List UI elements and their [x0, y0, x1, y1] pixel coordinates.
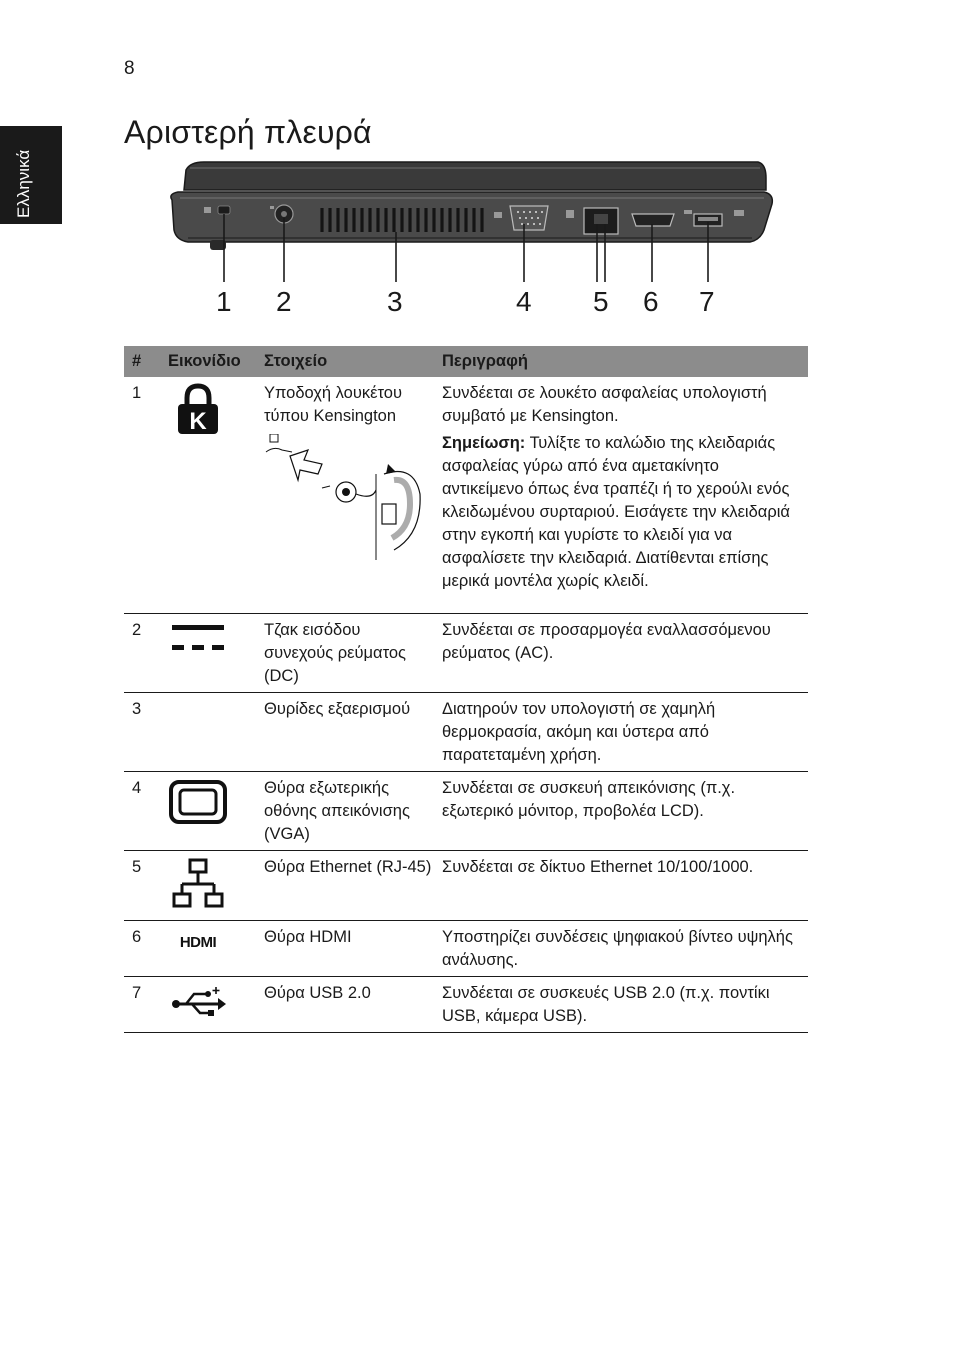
row-num: 7 — [124, 976, 164, 1032]
row-item: Θύρα USB 2.0 — [260, 976, 438, 1032]
row-item: Θυρίδες εξαερισμού — [260, 692, 438, 771]
usb-icon — [168, 984, 228, 1020]
row-desc: Διατηρούν τον υπολογιστή σε χαμηλή θερμοκρασία, ακόμη και ύστερα από παρατεταμένη χρήση. — [438, 692, 808, 771]
page-number: 8 — [124, 58, 135, 79]
row-icon-cell — [164, 920, 260, 976]
row-num: 4 — [124, 771, 164, 850]
row-item: Τζακ εισόδου συνεχούς ρεύματος (DC) — [260, 613, 438, 692]
row-icon-cell — [164, 613, 260, 692]
row-num: 1 — [124, 377, 164, 613]
language-tab — [0, 126, 62, 224]
header-num: # — [124, 346, 164, 377]
row-item: Θύρα εξωτερικής οθόνης απεικόνισης (VGA) — [260, 771, 438, 850]
row-item: Υποδοχή λουκέτου τύπου Kensington — [264, 384, 402, 425]
row-icon-cell — [164, 377, 260, 613]
row-icon-cell — [164, 850, 260, 920]
row-desc: Συνδέεται σε προσαρμογέα εναλλασσόμενου ρεύματος (AC). — [438, 613, 808, 692]
ports-table — [124, 346, 808, 1033]
header-icon: Εικονίδιο — [164, 346, 260, 377]
laptop-left-side-illustration — [160, 158, 780, 328]
row-item: Θύρα HDMI — [260, 920, 438, 976]
lock-installation-illustration — [264, 434, 424, 562]
header-desc: Περιγραφή — [438, 346, 808, 377]
callout-5: 5 — [593, 286, 609, 317]
row-desc: Συνδέεται σε συσκευή απεικόνισης (π.χ. εξωτερικό μόνιτορ, προβολέα LCD). — [438, 771, 808, 850]
table-row — [124, 920, 808, 976]
hdmi-icon — [168, 930, 228, 952]
callout-7: 7 — [699, 286, 715, 317]
table-row — [124, 377, 808, 613]
row-num: 2 — [124, 613, 164, 692]
ventilation-slots — [322, 208, 482, 232]
dc-in-icon — [168, 621, 228, 655]
callout-4: 4 — [516, 286, 532, 317]
note-label: Σημείωση: — [442, 434, 526, 452]
note-text: Τυλίξτε το καλώδιο της κλειδαριάς ασφαλείας γύρω από ένα αμετακίνητο αντικείμενο όπως ένα τραπέζι ή το χερούλι ενός κλειδωμένου συρταριού. Εισάγετε την κλειδαριά στην εγκοπή και γυρίστε το κλειδί για να ασφαλίσετε την κλειδαριά. Διατίθενται επίσης μερικά μοντέλα χωρίς κλειδί. — [442, 434, 790, 590]
language-tab-label: Ελληνικά — [14, 149, 33, 218]
ethernet-icon — [168, 858, 228, 912]
table-row — [124, 613, 808, 692]
row-note — [442, 432, 804, 593]
row-num: 6 — [124, 920, 164, 976]
row-icon-cell — [164, 692, 260, 771]
page-title: Αριστερή πλευρά — [124, 114, 372, 150]
table-header-row — [124, 346, 808, 377]
callout-3: 3 — [387, 286, 403, 317]
row-desc: Υποστηρίζει συνδέσεις ψηφιακού βίντεο υψηλής ανάλυσης. — [438, 920, 808, 976]
table-row — [124, 692, 808, 771]
row-item: Θύρα Ethernet (RJ-45) — [260, 850, 438, 920]
row-num: 5 — [124, 850, 164, 920]
row-icon-cell — [164, 976, 260, 1032]
svg-text:K: K — [189, 408, 207, 435]
row-icon-cell — [164, 771, 260, 850]
row-desc: Συνδέεται σε λουκέτο ασφαλείας υπολογιστή συμβατό με Kensington. — [442, 384, 767, 425]
row-desc: Συνδέεται σε δίκτυο Ethernet 10/100/1000. — [438, 850, 808, 920]
kensington-lock-icon — [168, 382, 228, 440]
row-item-cell — [260, 377, 438, 613]
row-desc: Συνδέεται σε συσκευές USB 2.0 (π.χ. ποντίκι USB, κάμερα USB). — [438, 976, 808, 1032]
table-row — [124, 976, 808, 1032]
callout-6: 6 — [643, 286, 659, 317]
row-num: 3 — [124, 692, 164, 771]
callout-1: 1 — [216, 286, 232, 317]
table-row — [124, 850, 808, 920]
vga-icon — [168, 779, 228, 827]
row-desc-cell — [438, 377, 808, 613]
table-row — [124, 771, 808, 850]
svg-text:HDMI: HDMI — [179, 933, 217, 951]
callout-2: 2 — [276, 286, 292, 317]
header-item: Στοιχείο — [260, 346, 438, 377]
